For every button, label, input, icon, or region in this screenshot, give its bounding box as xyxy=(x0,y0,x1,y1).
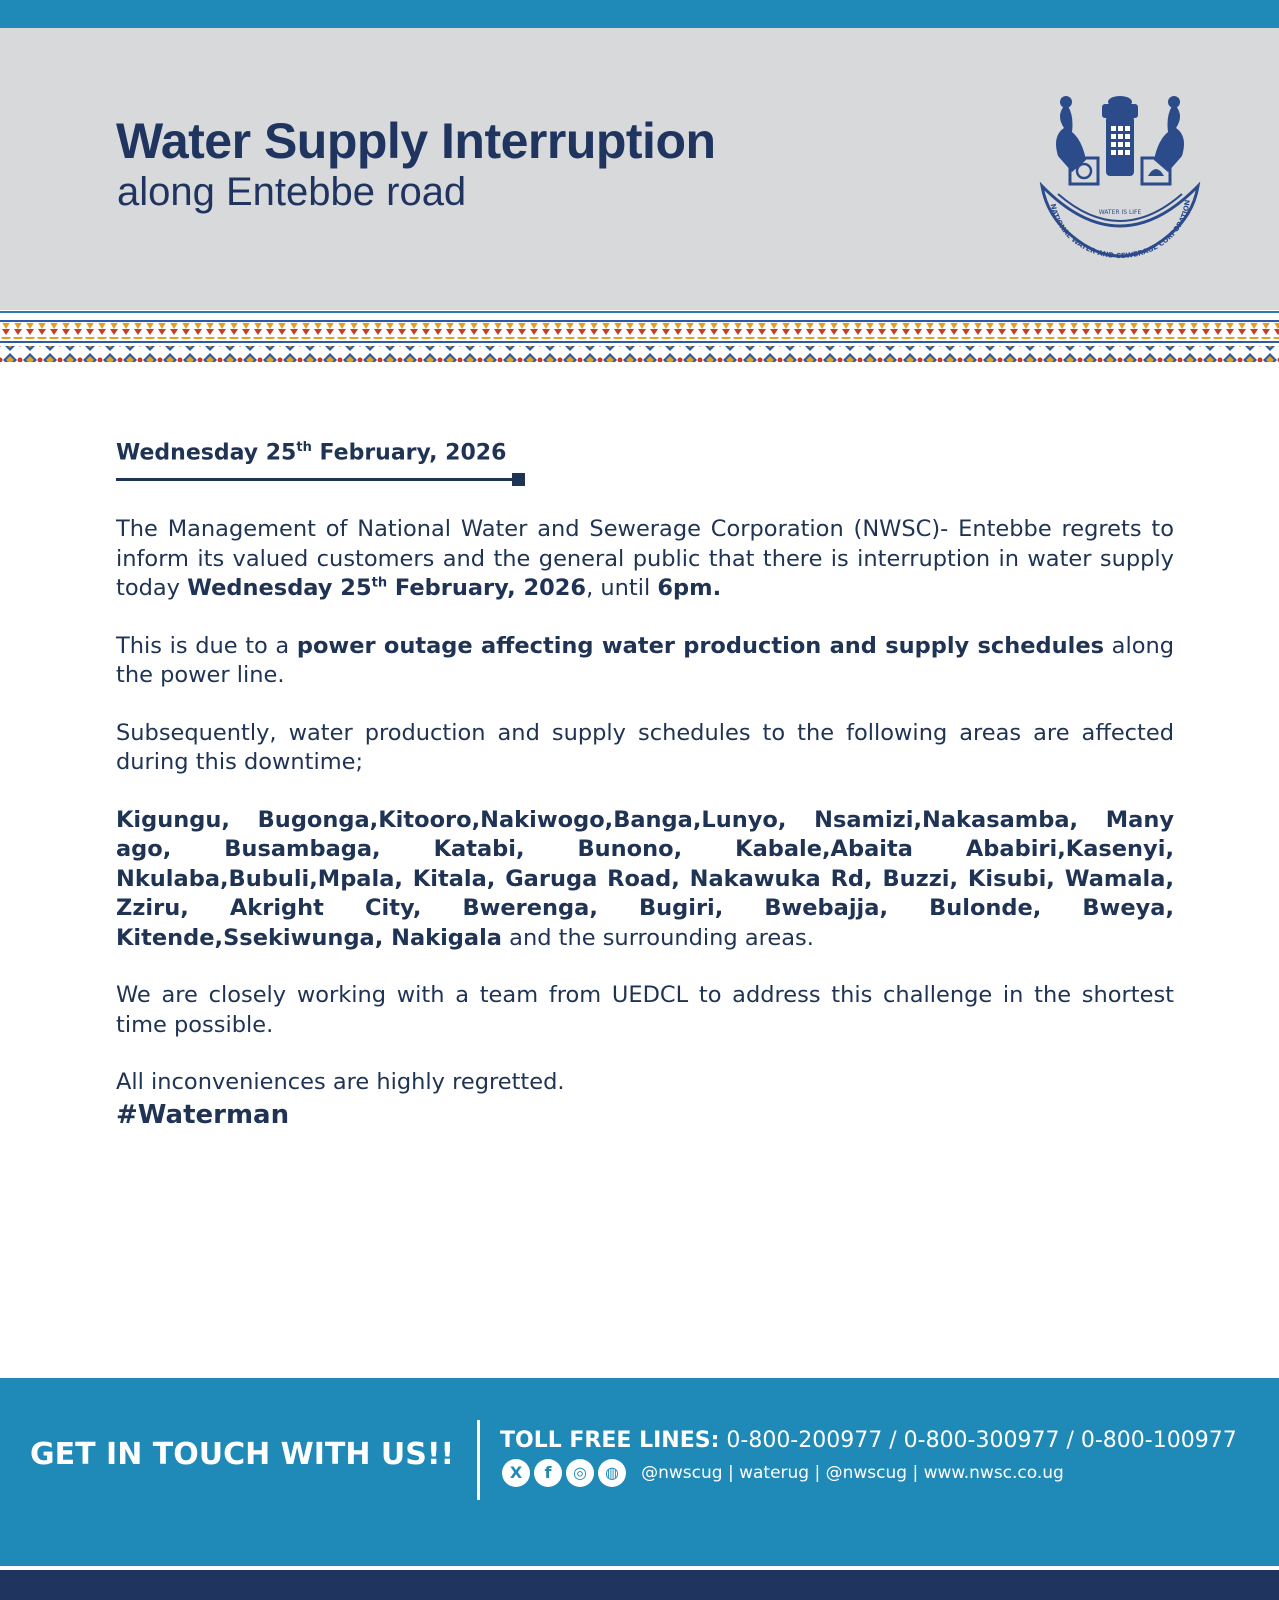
top-accent-bar xyxy=(0,0,1279,28)
logo-ring-text: NATIONAL WATER AND SEWERAGE CORPORATION xyxy=(1048,199,1192,261)
regret-line: All inconveniences are highly regretted. xyxy=(116,1069,565,1095)
logo-motto-text: WATER IS LIFE xyxy=(1098,209,1142,216)
social-row xyxy=(502,1459,1064,1489)
paragraph-action: We are closely working with a team from UEDCL to address this challenge in the shortest time possible. xyxy=(116,982,1174,1038)
nwsc-coat-of-arms-icon xyxy=(1028,76,1212,276)
date-underline xyxy=(116,478,512,481)
facebook-icon[interactable]: f xyxy=(534,1459,562,1487)
page-title: Water Supply Interruption xyxy=(116,113,716,169)
date-underline-cap xyxy=(512,473,525,486)
header-banner xyxy=(0,28,1279,310)
notice-date: Wednesday 25th February, 2026 xyxy=(116,440,507,466)
decorative-border-pattern xyxy=(0,320,1279,368)
paragraph-intro: The Management of National Water and Sewerage Corporation (NWSC)- Entebbe regrets to inform its valued customers and the general public that there is interruption in water supply today Wednesday 25th February, 2026, until 6pm. xyxy=(116,516,1174,601)
notice-body xyxy=(116,515,1174,1130)
x-icon[interactable]: X xyxy=(502,1459,530,1487)
header-rule xyxy=(0,311,1279,313)
toll-free-lines: TOLL FREE LINES: 0-800-200977 / 0-800-300977 / 0-800-100977 xyxy=(500,1428,1237,1453)
footer-bottom-bar xyxy=(0,1570,1279,1600)
paragraph-cause: This is due to a power outage affecting water production and supply schedules along the power line. xyxy=(116,632,1175,688)
instagram-icon[interactable]: ◎ xyxy=(566,1459,594,1487)
social-handles: @nwscug | waterug | @nwscug | www.nwsc.co.ug xyxy=(641,1463,1064,1483)
footer-divider xyxy=(477,1420,480,1500)
dribbble-icon[interactable]: ◍ xyxy=(598,1459,626,1487)
paragraph-affected-intro: Subsequently, water production and supply schedules to the following areas are affected during this downtime; xyxy=(116,719,1174,775)
paragraph-areas: Kigungu, Bugonga,Kitooro,Nakiwogo,Banga,Lunyo, Nsamizi,Nakasamba, Many ago, Busambaga, Katabi, Bunono, Kabale,Abaita Ababiri,Kasenyi, Nkulaba,Bubuli,Mpala, Kitala, Garuga Road, Nakawuka Rd, Buzzi, Kisubi, Wamala, Zziru, Akright City, Bwerenga, Bugiri, Bwebajja, Bulonde, Bweya, Kitende,Ssekiwunga, Nakigala and the surrounding areas. xyxy=(116,806,1174,951)
affected-areas-list: Kigungu, Bugonga,Kitooro,Nakiwogo,Banga,Lunyo, Nsamizi,Nakasamba, Many ago, Busambaga, Katabi, Bunono, Kabale,Abaita Ababiri,Kasenyi, Nkulaba,Bubuli,Mpala, Kitala, Garuga Road, Nakawuka Rd, Buzzi, Kisubi, Wamala, Zziru, Akright City, Bwerenga, Bugiri, Bwebajja, Bulonde, Bweya, Kitende,Ssekiwunga, Nakigala xyxy=(116,806,1174,951)
get-in-touch-heading: GET IN TOUCH WITH US!! xyxy=(30,1437,455,1472)
hashtag: #Waterman xyxy=(116,1099,290,1130)
page-subtitle: along Entebbe road xyxy=(117,170,467,214)
